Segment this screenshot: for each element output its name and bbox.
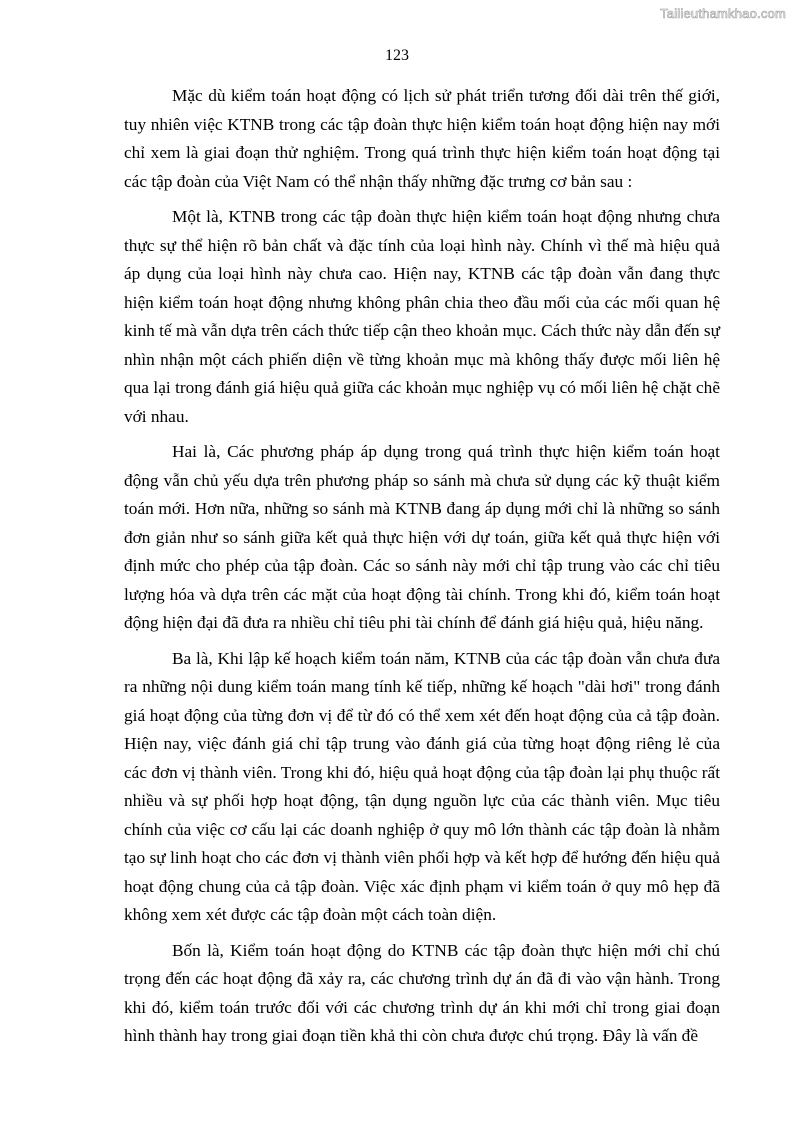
paragraph-hai-la: Hai là, Các phương pháp áp dụng trong quá trình thực hiện kiểm toán hoạt động vẫn chủ yếu dựa trên phương pháp so sánh mà chưa sử dụng các kỹ thuật kiểm toán mới. Hơn nữa, những so sánh mà KTNB đang áp dụng mới chỉ là những so sánh đơn giản như so sánh giữa kết quả thực hiện với dự toán, giữa kết quả thực hiện với định mức cho phép của tập đoàn. Các so sánh này mới chỉ tập trung vào các chỉ tiêu lượng hóa và dựa trên các mặt của hoạt động tài chính. Trong khi đó, kiểm toán hoạt động hiện đại đã đưa ra nhiều chỉ tiêu phi tài chính để đánh giá hiệu quả, hiệu năng.	[124, 442, 720, 632]
page-number: 123	[385, 47, 409, 64]
paragraph-intro: Mặc dù kiểm toán hoạt động có lịch sử phát triển tương đối dài trên thế giới, tuy nhiên việc KTNB trong các tập đoàn thực hiện kiểm toán hoạt động hiện nay mới chỉ xem là giai đoạn thử nghiệm. Trong quá trình thực hiện kiểm toán hoạt động tại các tập đoàn của Việt Nam có thể nhận thấy những đặc trưng cơ bản sau :	[124, 86, 720, 191]
paragraph-ba-la: Ba là, Khi lập kế hoạch kiểm toán năm, KTNB của các tập đoàn vẫn chưa đưa ra những nội dung kiểm toán mang tính kế tiếp, những kế hoạch "dài hơi" trong đánh giá hoạt động của từng đơn vị để từ đó có thể xem xét đến hoạt động của cả tập đoàn. Hiện nay, việc đánh giá chỉ tập trung vào đánh giá của từng hoạt động riêng lẻ của các đơn vị thành viên. Trong khi đó, hiệu quả hoạt động của tập đoàn lại phụ thuộc rất nhiều và sự phối hợp hoạt động, tận dụng nguồn lực của các thành viên. Mục tiêu chính của việc cơ cấu lại các doanh nghiệp ở quy mô lớn thành các tập đoàn là nhằm tạo sự linh hoạt cho các đơn vị thành viên phối hợp và kết hợp để hướng đến hiệu quả hoạt động chung của cả tập đoàn. Việc xác định phạm vi kiểm toán ở quy mô hẹp đã không xem xét được các tập đoàn một cách toàn diện.	[124, 648, 720, 924]
document-body	[124, 82, 720, 1058]
paragraph-bon-la: Bốn là, Kiểm toán hoạt động do KTNB các tập đoàn thực hiện mới chỉ chú trọng đến các hoạt động đã xảy ra, các chương trình dự án đã đi vào vận hành. Trong khi đó, kiểm toán trước đối với các chương trình dự án khi mới chỉ trong giai đoạn hình thành hay trong giai đoạn tiền khả thi còn chưa được chú trọng. Đây là vấn đề	[124, 940, 720, 1045]
watermark-text: Tailieuthamkhao.com	[660, 6, 786, 21]
paragraph-mot-la: Một là, KTNB trong các tập đoàn thực hiện kiểm toán hoạt động nhưng chưa thực sự thể hiện rõ bản chất và đặc tính của loại hình này. Chính vì thế mà hiệu quả áp dụng của loại hình này chưa cao. Hiện nay, KTNB các tập đoàn vẫn đang thực hiện kiểm toán hoạt động nhưng không phân chia theo đầu mối của các mối quan hệ kinh tế mà vẫn dựa trên cách thức tiếp cận theo khoản mục. Cách thức này dẫn đến sự nhìn nhận một cách phiến diện về từng khoản mục mà không thấy được mối liên hệ qua lại trong đánh giá hiệu quả giữa các khoản mục nghiệp vụ có mối liên hệ chặt chẽ với nhau.	[124, 207, 720, 426]
